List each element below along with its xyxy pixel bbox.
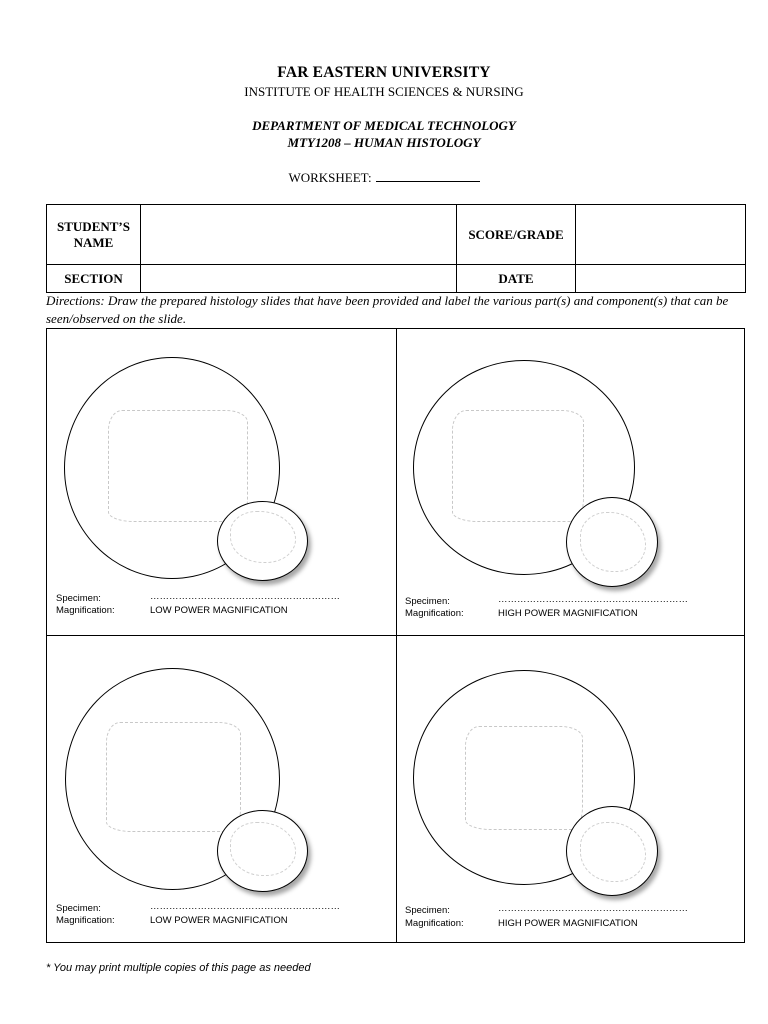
magnification-value: LOW POWER MAGNIFICATION xyxy=(150,605,288,616)
magnification-label: Magnification: xyxy=(405,608,464,619)
worksheet-row xyxy=(0,170,768,186)
worksheet-number-blank[interactable] xyxy=(376,170,480,182)
magnification-label: Magnification: xyxy=(405,918,464,929)
score-grade-field[interactable] xyxy=(576,205,746,265)
institute-title: INSTITUTE OF HEALTH SCIENCES & NURSING xyxy=(244,84,524,99)
magnification-value: LOW POWER MAGNIFICATION xyxy=(150,915,288,926)
student-name-label-line1: STUDENT’S xyxy=(57,218,130,234)
student-info-table xyxy=(46,204,746,293)
course-title: MTY1208 – HUMAN HISTOLOGY xyxy=(287,135,481,150)
specimen-outline xyxy=(452,410,584,522)
specimen-blank[interactable]: …………………………………………………… xyxy=(498,903,688,914)
section-label: SECTION xyxy=(47,265,141,293)
university-title: FAR EASTERN UNIVERSITY xyxy=(277,64,491,81)
worksheet-label: WORKSHEET: xyxy=(288,170,372,185)
student-name-label-line2: NAME xyxy=(73,234,114,250)
score-grade-label: SCORE/GRADE xyxy=(457,205,576,265)
student-name-label xyxy=(47,205,141,265)
specimen-label: Specimen: xyxy=(405,596,450,607)
department-title: DEPARTMENT OF MEDICAL TECHNOLOGY xyxy=(252,118,516,133)
section-field[interactable] xyxy=(141,265,457,293)
student-name-field[interactable] xyxy=(141,205,457,265)
specimen-blank[interactable]: …………………………………………………… xyxy=(150,901,340,912)
directions-text: Directions: Draw the prepared histology slides that have been provided and label the various part(s) and component(s) that can be seen/observed on the slide. xyxy=(46,293,729,326)
specimen-label: Specimen: xyxy=(56,593,101,604)
specimen-outline xyxy=(465,726,583,830)
magnification-label: Magnification: xyxy=(56,605,115,616)
footnote: * You may print multiple copies of this page as needed xyxy=(46,962,311,974)
specimen-label: Specimen: xyxy=(405,905,450,916)
magnification-label: Magnification: xyxy=(56,915,115,926)
specimen-blank[interactable]: …………………………………………………… xyxy=(150,591,340,602)
specimen-outline xyxy=(108,410,248,522)
grid-divider-horizontal xyxy=(46,635,745,636)
specimen-outline xyxy=(106,722,241,832)
date-label: DATE xyxy=(457,265,576,293)
specimen-label: Specimen: xyxy=(56,903,101,914)
magnification-value: HIGH POWER MAGNIFICATION xyxy=(498,608,638,619)
date-field[interactable] xyxy=(576,265,746,293)
specimen-blank[interactable]: …………………………………………………… xyxy=(498,594,688,605)
magnification-value: HIGH POWER MAGNIFICATION xyxy=(498,918,638,929)
